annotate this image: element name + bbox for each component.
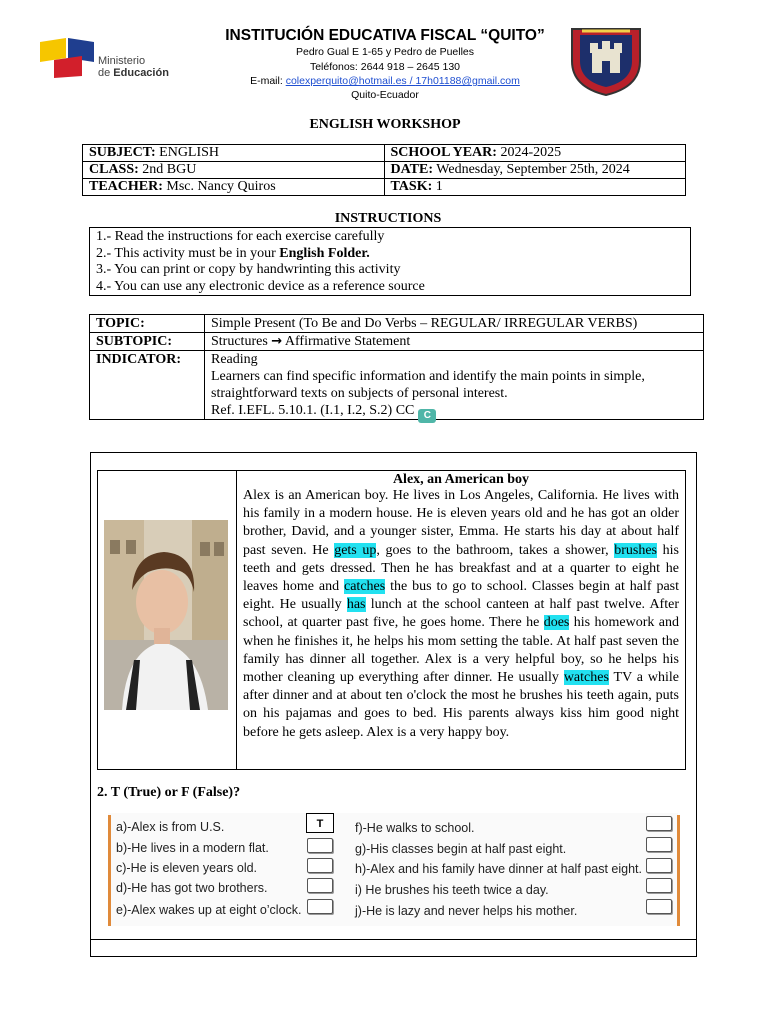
- tf-statement: i) He brushes his teeth twice a day.: [355, 883, 549, 897]
- story-divider: [236, 470, 237, 770]
- tf-statement: e)-Alex wakes up at eight o’clock.: [116, 903, 302, 917]
- indicator-skill: Reading: [211, 352, 258, 367]
- tf-left-bar: [108, 815, 111, 926]
- story-text-part: Alex is an American boy. He lives in Los Angeles, California. He lives with his family in a modern house. He is eleven years old and he has got an older brother, David, and a younger sister, Emma. He starts his day at about half past seven. He: [243, 488, 679, 558]
- topic-label: TOPIC:: [90, 315, 205, 333]
- story-text-part: lunch at the school canteen at half past twelve. After school, at quarter past five, he goes home. There he: [243, 597, 679, 631]
- tf-answer-box-e[interactable]: [307, 899, 333, 914]
- highlighted-verb: brushes: [614, 542, 657, 558]
- instruction-item: [96, 246, 684, 263]
- tf-statement: h)-Alex and his family have dinner at half past eight.: [355, 862, 642, 876]
- topic-value: Simple Present (To Be and Do Verbs – REGULAR/ IRREGULAR VERBS): [205, 315, 704, 333]
- ministry-name: [98, 55, 169, 79]
- task-value: 1: [432, 179, 443, 194]
- tf-statement: c)-He is eleven years old.: [116, 861, 258, 875]
- ministry-line-2-pre: de: [98, 67, 114, 79]
- teacher-label: TEACHER:: [89, 179, 163, 194]
- indicator-row: [90, 351, 704, 420]
- ministry-flag-icon: [38, 36, 98, 80]
- indicator-description: Learners can find specific information and identify the main points in simple, straightforward texts on subjects of personal interest.: [211, 369, 645, 401]
- year-value: 2024-2025: [496, 145, 562, 160]
- school-crest-icon: [568, 25, 644, 97]
- school-address: Pedro Gual E 1-65 y Pedro de Puelles: [295, 46, 475, 58]
- story-title: Alex, an American boy: [392, 472, 530, 487]
- instruction-item: 1.- Read the instructions for each exercise carefully: [96, 229, 385, 244]
- instruction-2-bold: English Folder.: [279, 245, 370, 261]
- highlighted-verb: gets up: [334, 542, 377, 558]
- info-row: [83, 145, 686, 162]
- tf-answer-box-g[interactable]: [646, 837, 672, 852]
- class-cell: [83, 162, 385, 179]
- subject-label: SUBJECT:: [89, 145, 156, 160]
- indicator-value: [205, 351, 704, 420]
- email-separator: /: [406, 75, 416, 87]
- story-text-part: , goes to the bathroom, takes a shower,: [376, 542, 615, 558]
- exercise-title: 2. T (True) or F (False)?: [97, 785, 241, 800]
- highlighted-verb: watches: [563, 670, 609, 686]
- date-cell: [384, 162, 686, 179]
- indicator-ref: [211, 402, 697, 419]
- indicator-label: INDICATOR:: [90, 351, 205, 420]
- school-city: Quito-Ecuador: [351, 89, 419, 101]
- indicator-ref-text: Ref. I.EFL. 5.10.1. (I.1, I.2, S.2) CC: [211, 403, 415, 418]
- tf-statement: d)-He has got two brothers.: [116, 881, 268, 895]
- instruction-2-text: 2.- This activity must be in your: [96, 245, 280, 261]
- teacher-value: Msc. Nancy Quiros: [162, 179, 276, 194]
- info-row: [83, 162, 686, 179]
- task-cell: [384, 179, 686, 196]
- tf-statement: j)-He is lazy and never helps his mother.: [355, 904, 578, 918]
- subtopic-value: [205, 333, 704, 351]
- date-value: Wednesday, September 25th, 2024: [433, 162, 630, 177]
- tf-answer-box-j[interactable]: [646, 899, 672, 914]
- highlighted-verb: does: [543, 615, 570, 631]
- tf-right-bar: [677, 815, 680, 926]
- school-email: [200, 75, 570, 87]
- teacher-cell: [83, 179, 385, 196]
- year-label: SCHOOL YEAR:: [390, 145, 497, 160]
- tf-statement: a)-Alex is from U.S.: [116, 820, 225, 834]
- tf-answer-box-i[interactable]: [646, 878, 672, 893]
- school-name: INSTITUCIÓN EDUCATIVA FISCAL “QUITO”: [225, 27, 545, 44]
- subject-cell: [83, 145, 385, 162]
- email-link-1[interactable]: colexperquito@hotmail.es: [285, 75, 407, 87]
- story-text: [243, 487, 679, 742]
- story-text-part: his homework and when he finishes it, he helps his mom setting the table. At half past seven the family has dinner all together. Alex is a very helpful boy, so he helps his mother cleaning up everything after dinner. He usually: [243, 615, 679, 686]
- comment-icon[interactable]: C: [418, 409, 436, 423]
- boy-photo: [104, 520, 228, 710]
- task-label: TASK:: [390, 179, 433, 194]
- subtopic-label: SUBTOPIC:: [90, 333, 205, 351]
- subtopic-text: Structures: [211, 334, 272, 349]
- tf-answer-box-c[interactable]: [307, 858, 333, 873]
- instructions-box: [89, 227, 691, 296]
- subject-value: ENGLISH: [155, 145, 220, 160]
- tf-answer-box-b[interactable]: [307, 838, 333, 853]
- story-text-part: the bus to go to school. Classes begin at half past eight. He usually: [243, 579, 679, 613]
- tf-answer-box-a[interactable]: T: [306, 813, 334, 833]
- email-link-2[interactable]: 17h01188@gmail.com: [415, 75, 520, 87]
- year-cell: [384, 145, 686, 162]
- tf-statement: g)-His classes begin at half past eight.: [355, 842, 567, 856]
- subtopic-row: [90, 333, 704, 351]
- topic-table: [89, 314, 704, 420]
- tf-statement: b)-He lives in a modern flat.: [116, 841, 269, 855]
- workshop-title: ENGLISH WORKSHOP: [309, 117, 461, 132]
- story-text-part: TV a while after dinner and at about ten o'clock the most he brushes his teeth again, puts on his pajamas and goes to bed. His parents always kiss him good night before he gets asleep. Alex is a very happy boy.: [243, 670, 679, 740]
- tf-answer-box-f[interactable]: [646, 816, 672, 831]
- bottom-divider: [90, 939, 697, 940]
- tf-statement: f)-He walks to school.: [355, 821, 475, 835]
- instructions-title: INSTRUCTIONS: [334, 211, 442, 226]
- instruction-item: 3.- You can print or copy by handwrinting this activity: [96, 262, 401, 278]
- subtopic-text-2: Affirmative Statement: [282, 334, 411, 349]
- tf-answer-box-d[interactable]: [307, 878, 333, 893]
- tf-answer-box-h[interactable]: [646, 858, 672, 873]
- highlighted-verb: has: [346, 597, 366, 613]
- email-label: E-mail:: [250, 75, 286, 87]
- instruction-item: 4.- You can use any electronic device as a reference source: [96, 278, 425, 294]
- arrow-right-icon: →: [271, 334, 283, 349]
- ministry-line-2-bold: Educación: [113, 67, 169, 79]
- date-label: DATE:: [390, 162, 434, 177]
- highlighted-verb: catches: [344, 579, 386, 595]
- ministry-line-1: Ministerio: [98, 55, 146, 67]
- class-label: CLASS:: [89, 162, 139, 177]
- info-table: [82, 144, 686, 196]
- story-text-part: his teeth and gets dressed. Then he has breakfast and at a quarter to eight he leaves home and: [243, 542, 679, 595]
- info-row: [83, 179, 686, 196]
- topic-row: [90, 315, 704, 333]
- school-phones: Teléfonos: 2644 918 – 2645 130: [309, 61, 461, 73]
- class-value: 2nd BGU: [138, 162, 197, 177]
